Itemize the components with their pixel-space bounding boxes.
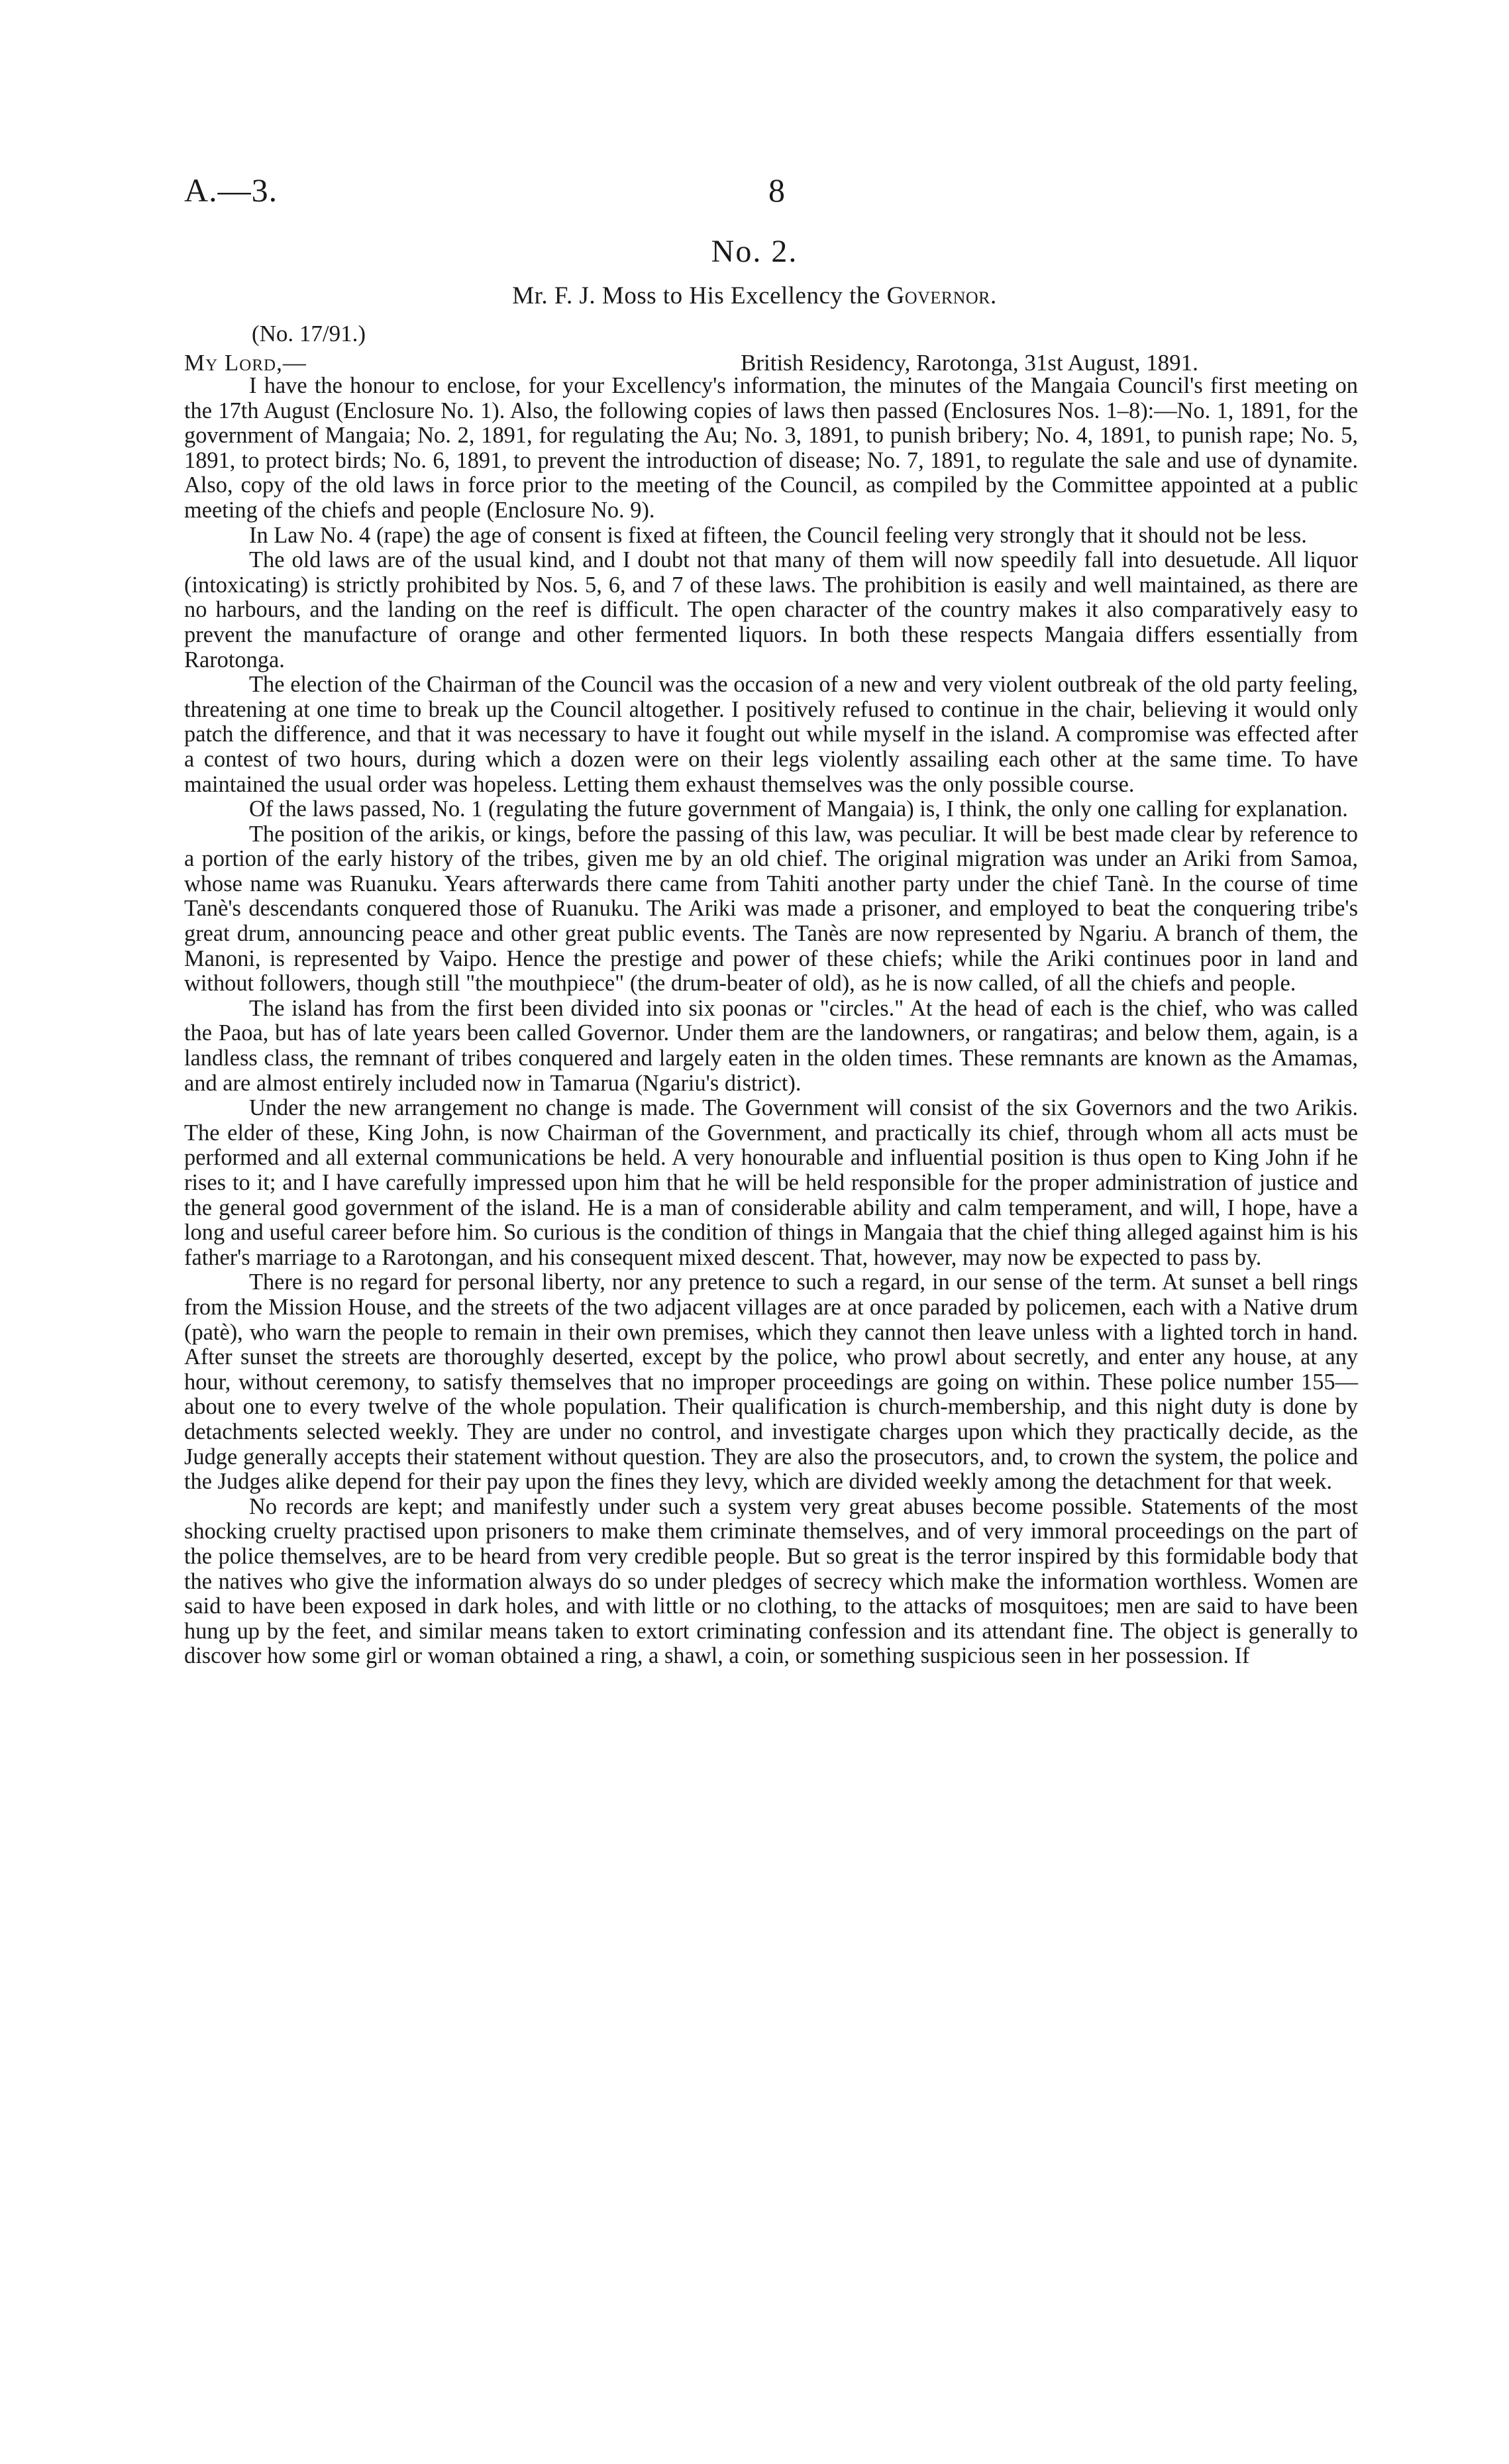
paragraph: I have the honour to enclose, for your Excellency's information, the minutes of the Mangaia Council's first meeting on the 17th August (Enclosure No. 1). Also, the following copies of laws then passed (Enclosures Nos. 1–8):—No. 1, 1891, for the government of Mangaia; No. 2, 1891, for regulating the Au; No. 3, 1891, to punish bribery; No. 4, 1891, to punish rape; No. 5, 1891, to protect birds; No. 6, 1891, to prevent the introduction of disease; No. 7, 1891, to regulate the sale and use of dynamite. Also, copy of the old laws in force prior to the meeting of the Council, as compiled by the Committee appointed at a public meeting of the chiefs and people (Enclosure No. 9). <box>184 373 1358 523</box>
paragraph: The position of the arikis, or kings, before the passing of this law, was peculiar. It will be best made clear by reference to a portion of the early history of the tribes, given me by an old chief. The original migration was under an Ariki from Samoa, whose name was Ruanuku. Years afterwards there came from Tahiti another party under the chief Tanè. In the course of time Tanè's descendants conquered those of Ruanuku. The Ariki was made a prisoner, and employed to beat the conquering tribe's great drum, announcing peace and other great public events. The Tanès are now represented by Ngariu. A branch of them, the Manoni, is represented by Vaipo. Hence the prestige and power of these chiefs; while the Ariki continues poor in land and without followers, though still "the mouthpiece" (the drum-beater of old), as he is now called, of all the chiefs and people. <box>184 821 1358 996</box>
paragraph: Under the new arrangement no change is made. The Government will consist of the six Governors and the two Arikis. The elder of these, King John, is now Chairman of the Government, and practically its chief, through whom all acts must be performed and all external communications be held. A very honourable and influential position is thus open to King John if he rises to it; and I have carefully impressed upon him that he will be held responsible for the proper administration of justice and the general good government of the island. He is a man of considerable ability and calm temperament, and will, I hope, have a long and useful career before him. So curious is the condition of things in Mangaia that the chief thing alleged against him is his father's marriage to a Rarotongan, and his consequent mixed descent. That, however, may now be expected to pass by. <box>184 1095 1358 1270</box>
paragraph: There is no regard for personal liberty, nor any pretence to such a regard, in our sense of the term. At sunset a bell rings from the Mission House, and the streets of the two adjacent villages are at once paraded by policemen, each with a Native drum (patè), who warn the people to remain in their own premises, which they cannot then leave unless with a lighted torch in hand. After sunset the streets are thoroughly deserted, except by the police, who prowl about secretly, and enter any house, at any hour, without ceremony, to satisfy themselves that no improper proceedings are going on within. These police number 155—about one to every twelve of the whole population. Their qualification is church-membership, and this night duty is done by detachments selected weekly. They are under no control, and investigate charges upon which they practically decide, as the Judge generally accepts their statement without question. They are also the prosecutors, and, to crown the system, the police and the Judges alike depend for their pay upon the fines they levy, which are divided weekly among the detachment for that week. <box>184 1269 1358 1495</box>
paragraph: The island has from the first been divided into six poonas or "circles." At the head of each is the chief, who was called the Paoa, but has of late years been called Governor. Under them are the landowners, or rangatiras; and below them, again, is a landless class, the remnant of tribes conquered and largely eaten in the olden times. These remnants are known as the Amamas, and are almost entirely included now in Tamarua (Ngariu's district). <box>184 995 1358 1096</box>
paragraph: In Law No. 4 (rape) the age of consent is fixed at fifteen, the Council feeling very strongly that it should not be less. <box>249 522 1307 548</box>
paragraph: Of the laws passed, No. 1 (regulating the future government of Mangaia) is, I think, the only one calling for explanation. <box>249 796 1348 822</box>
page-number: 8 <box>768 172 785 209</box>
heading-prefix: Mr. F. J. Moss to His Excellency the <box>512 282 880 309</box>
paragraph: The election of the Chairman of the Council was the occasion of a new and very violent outbreak of the old party feeling, threatening at one time to break up the Council altogether. I positively refused to continue in the chair, believing it would only patch the difference, and that it was necessary to have it fought out while myself in the island. A compromise was effected after a contest of two hours, during which a dozen were on their legs violently assailing each other at the same time. To have maintained the usual order was hopeless. Letting them exhaust themselves was the only possible course. <box>184 672 1358 797</box>
series-reference: A.—3. <box>184 172 278 209</box>
letter-heading <box>0 282 1509 310</box>
salutation: My Lord,— <box>184 350 307 376</box>
letter-body <box>184 374 1358 1669</box>
paragraph: No records are kept; and manifestly under such a system very great abuses become possible. Statements of the most shocking cruelty practised upon prisoners to make them criminate themselves, and of very immoral proceedings on the part of the police themselves, are to be heard from very credible people. But so great is the terror inspired by this formidable body that the natives who give the information always do so under pledges of secrecy which make the information worthless. Women are said to have been exposed in dark holes, and with little or no clothing, to the attacks of mosquitoes; men are said to have been hung up by the feet, and similar means taken to extort criminating confession and its attendant fine. The object is generally to discover how some girl or woman obtained a ring, a shawl, a coin, or something suspicious seen in her possession. If <box>184 1493 1358 1669</box>
paragraph: The old laws are of the usual kind, and I doubt not that many of them will now speedily fall into desuetude. All liquor (intoxicating) is strictly prohibited by Nos. 5, 6, and 7 of these laws. The prohibition is easily and well maintained, as there are no harbours, and the landing on the reef is difficult. The open character of the country makes it also comparatively easy to prevent the manufacture of orange and other fermented liquors. In both these respects Mangaia differs essentially from Rarotonga. <box>184 547 1358 672</box>
dateline: British Residency, Rarotonga, 31st August, 1891. <box>741 350 1198 376</box>
letter-reference: (No. 17/91.) <box>252 321 366 347</box>
heading-addressee: Governor. <box>886 282 997 309</box>
document-number: No. 2. <box>711 234 798 269</box>
